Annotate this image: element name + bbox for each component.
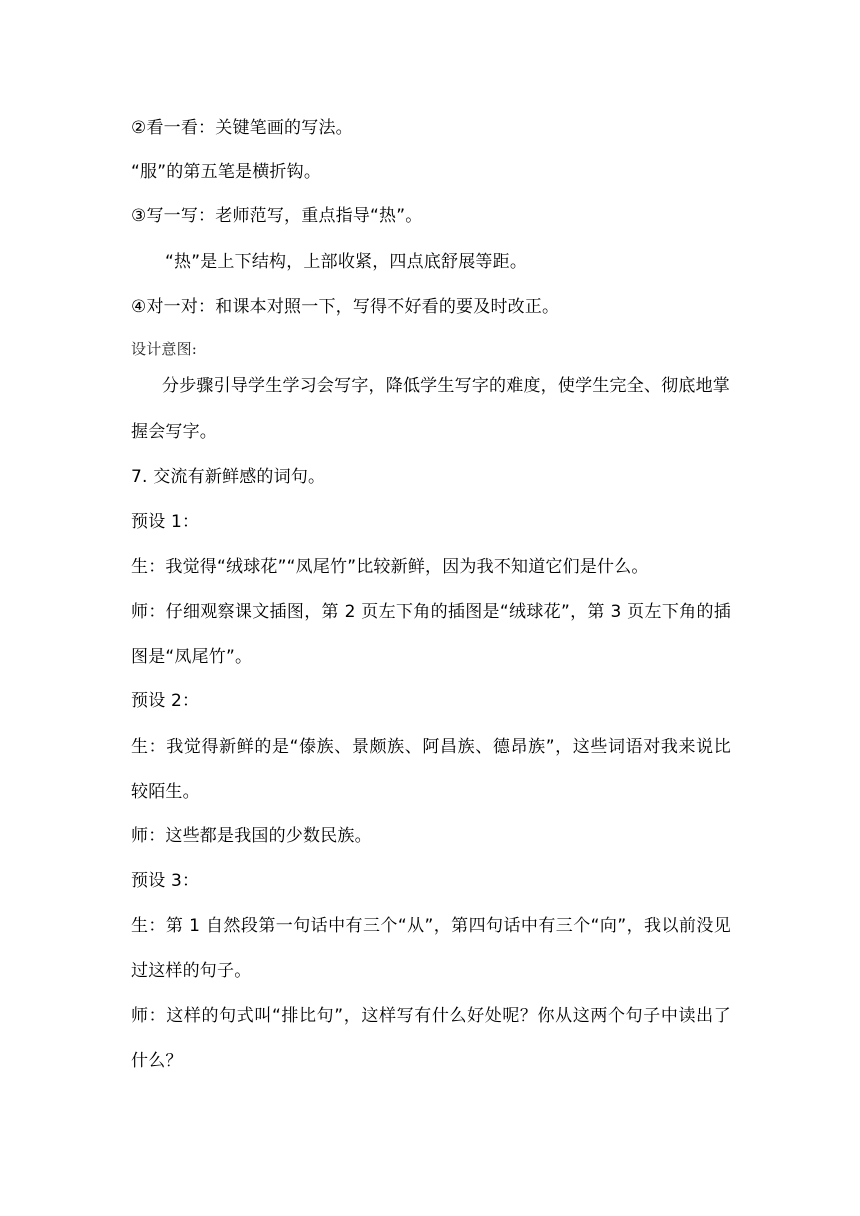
preset-2-teacher: 师：这些都是我国的少数民族。 <box>131 826 372 846</box>
preset-2-student-line-1: 生：我觉得新鲜的是“傣族、景颇族、阿昌族、德昂族”，这些词语对我来说比 <box>131 737 731 757</box>
step-look-line: ②看一看：关键笔画的写法。 <box>131 118 353 138</box>
re-structure-note: “热”是上下结构，上部收紧，四点底舒展等距。 <box>165 252 528 272</box>
fu-stroke-note: “服”的第五笔是横折钩。 <box>131 162 322 182</box>
design-intent-heading: 设计意图: <box>131 340 198 358</box>
preset-3-teacher-line-1: 师：这样的句式叫“排比句”，这样写有什么好处呢？你从这两个句子中读出了 <box>131 1006 731 1026</box>
preset-3-student-line-1: 生：第 1 自然段第一句话中有三个“从”，第四句话中有三个“向”，我以前没见 <box>131 916 731 936</box>
preset-3-student-line-2: 过这样的句子。 <box>131 961 252 981</box>
design-intent-paragraph-line-1: 分步骤引导学生学习会写字，降低学生写字的难度，使学生完全、彻底地掌 <box>162 376 730 396</box>
design-intent-paragraph-line-2: 握会写字。 <box>131 422 217 442</box>
preset-1-label: 预设 1： <box>131 512 200 532</box>
preset-1-teacher-line-2: 图是“凤尾竹”。 <box>131 647 253 667</box>
section-7-heading: 7. 交流有新鲜感的词句。 <box>131 467 326 487</box>
step-compare-line: ④对一对：和课本对照一下，写得不好看的要及时改正。 <box>131 297 560 317</box>
preset-2-label: 预设 2： <box>131 691 200 711</box>
preset-1-student: 生：我觉得“绒球花”“凤尾竹”比较新鲜，因为我不知道它们是什么。 <box>131 557 649 577</box>
preset-2-student-line-2: 较陌生。 <box>131 782 200 802</box>
step-write-line: ③写一写：老师范写，重点指导“热”。 <box>131 206 423 226</box>
preset-1-teacher-line-1: 师：仔细观察课文插图，第 2 页左下角的插图是“绒球花”，第 3 页左下角的插 <box>131 602 731 622</box>
preset-3-teacher-line-2: 什么？ <box>131 1051 183 1071</box>
preset-3-label: 预设 3： <box>131 871 200 891</box>
